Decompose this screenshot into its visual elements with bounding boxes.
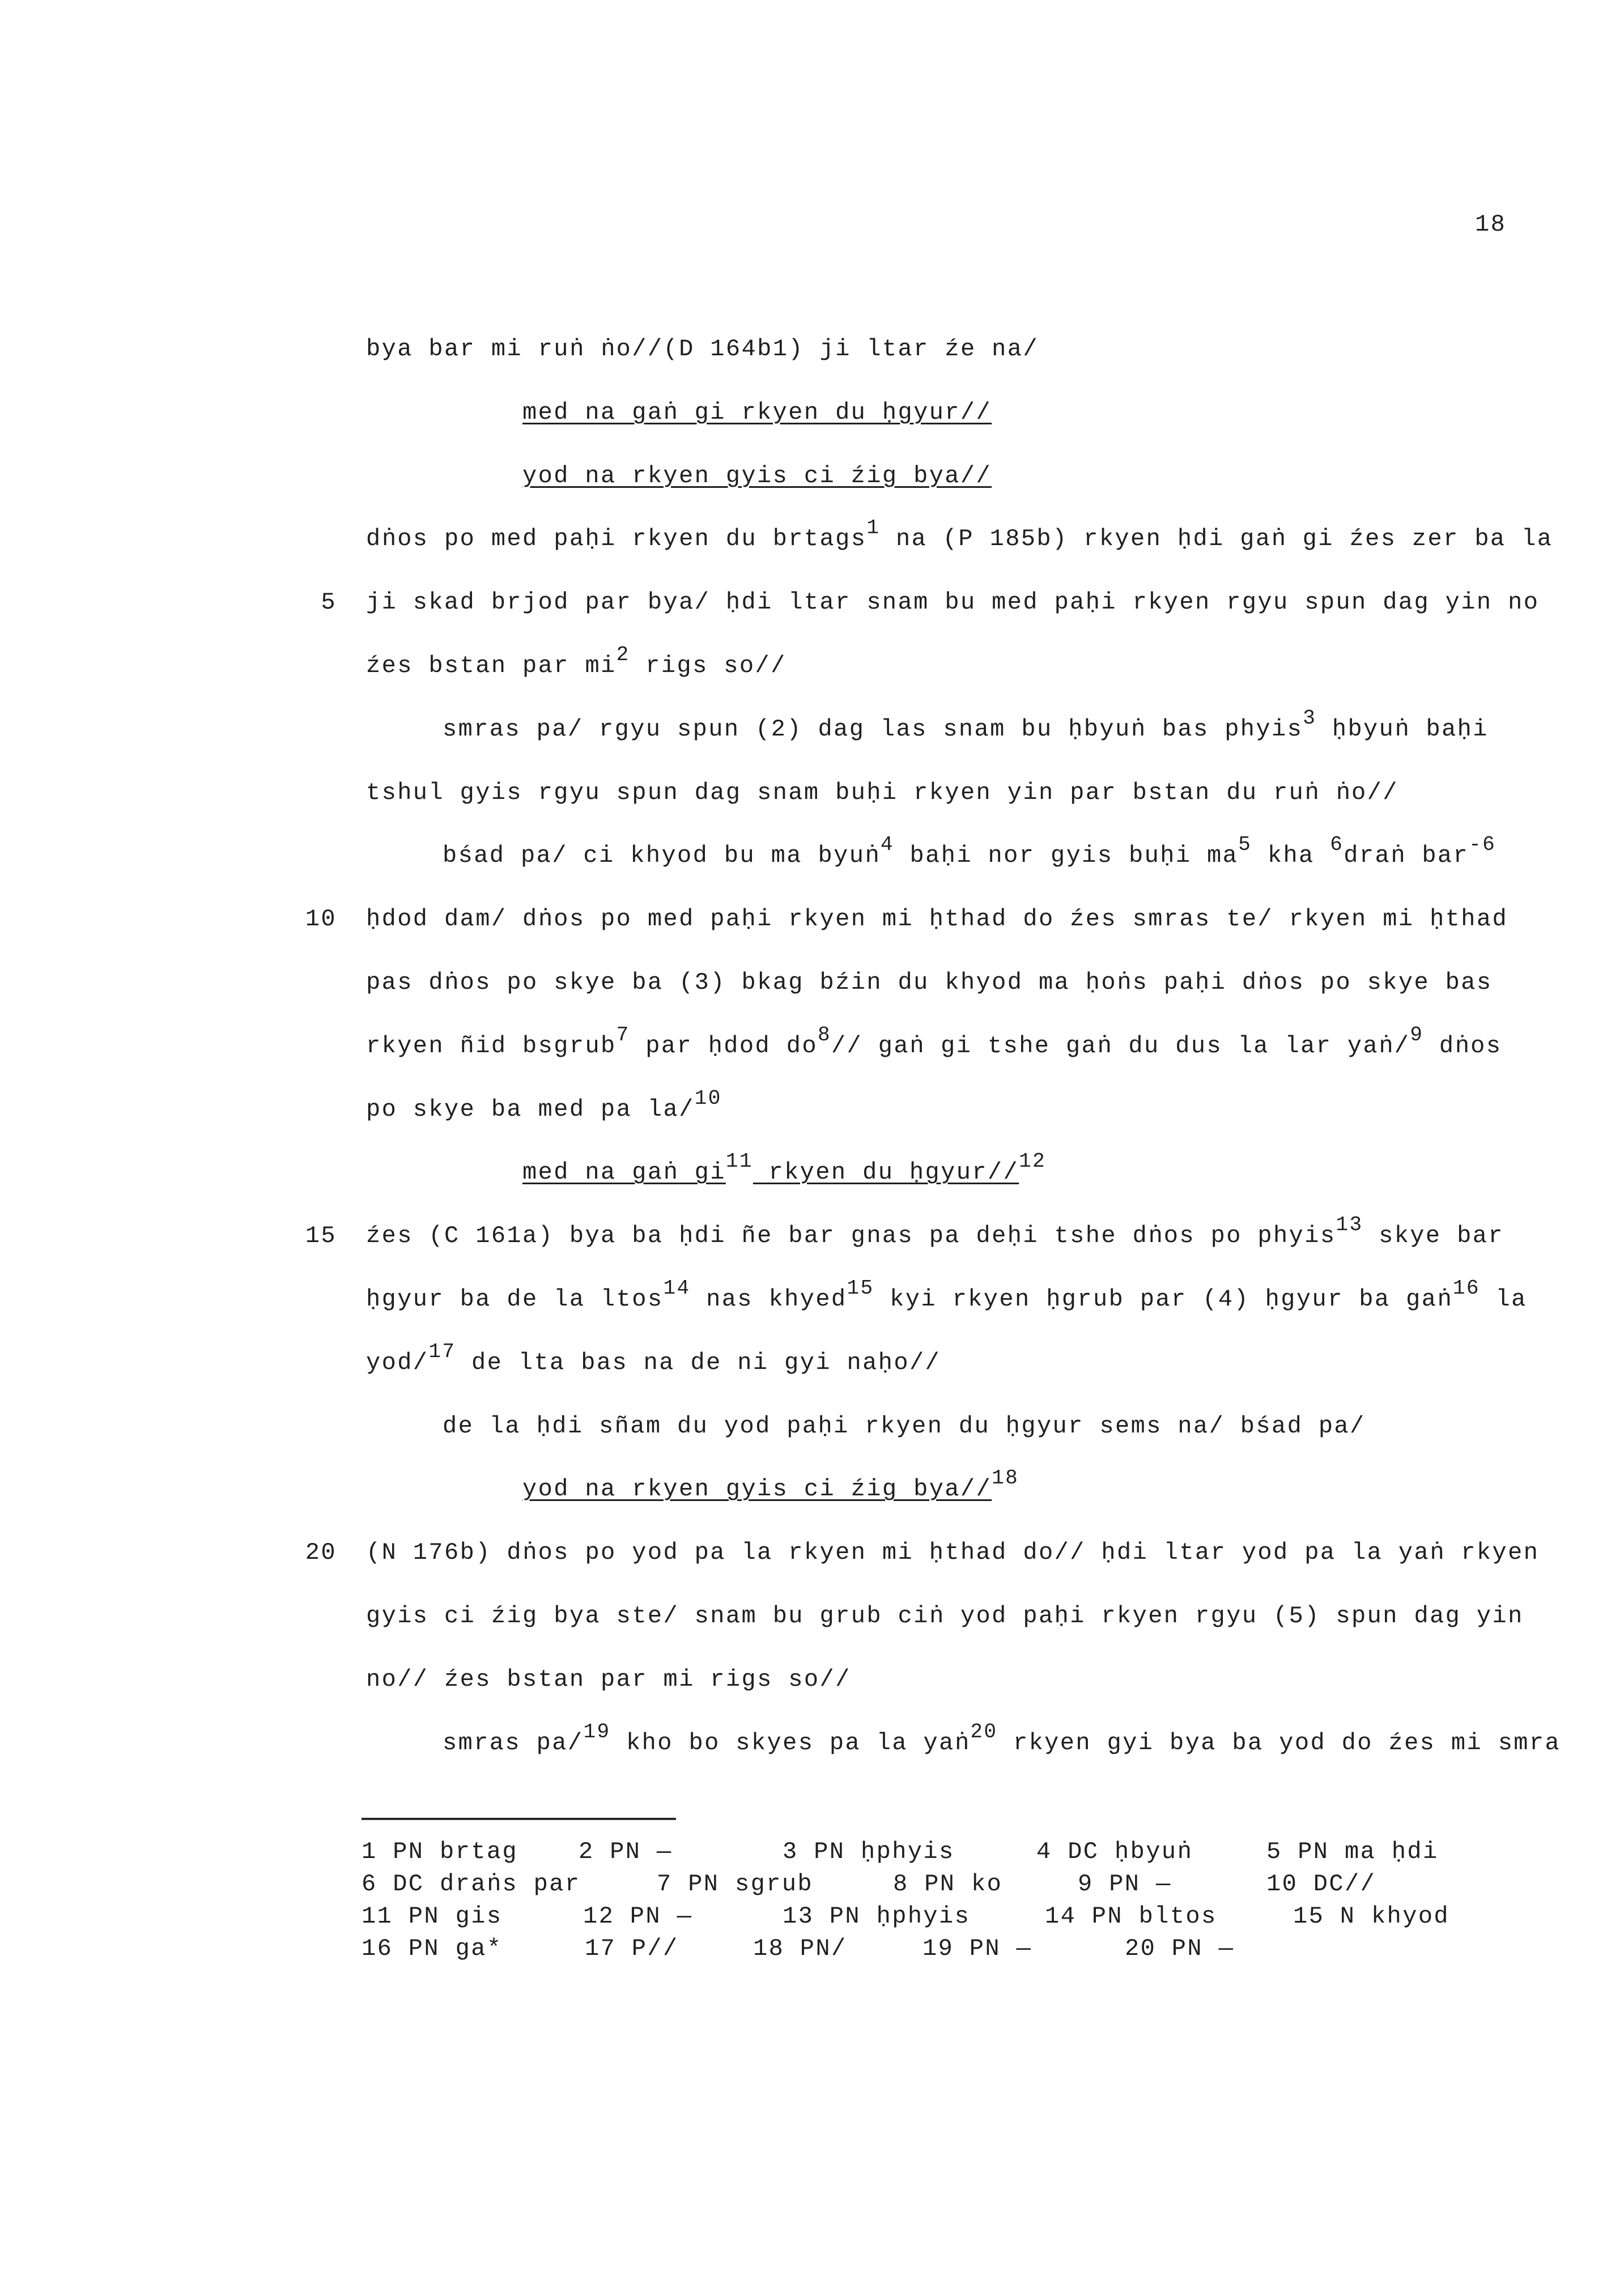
footnote-marker: 16 [1452, 1276, 1480, 1300]
line-text: ḥdod dam/ dṅos po med paḥi rkyen mi ḥthad do źes smras te/ rkyen mi ḥthad [366, 905, 1508, 933]
line-text: kyi rkyen ḥgrub par (4) ḥgyur ba gaṅ [874, 1285, 1453, 1313]
footnote-marker: 19 [583, 1720, 611, 1744]
footnote-entry: 16 PN ga* [362, 1935, 503, 1962]
text-line [0, 1205, 1624, 1268]
text-line [0, 1585, 1624, 1648]
footnote-row [0, 1836, 1624, 1868]
footnote-marker: 10 [694, 1086, 722, 1110]
verse-text: yod na rkyen gyis ci źig bya// [522, 462, 992, 490]
text-line [0, 1078, 1624, 1142]
text-line [0, 824, 1624, 888]
line-text: smras pa/ rgyu spun (2) dag las snam bu ḥbyuṅ bas phyis [443, 715, 1303, 743]
line-text: po skye ba med pa la/ [366, 1095, 695, 1123]
text-line [0, 762, 1624, 825]
footnote-entry: 2 PN — [579, 1838, 673, 1865]
line-text: dṅos [1423, 1032, 1502, 1060]
footnote-marker: 13 [1336, 1213, 1363, 1237]
text-line [0, 888, 1624, 951]
footnote-entry: 7 PN sgrub [657, 1870, 814, 1898]
text-line [0, 951, 1624, 1015]
verse-text: med na gaṅ gi [522, 1159, 726, 1187]
verse-text: yod na rkyen gyis ci źig bya// [522, 1476, 992, 1503]
footnote-marker: 1 [866, 516, 881, 540]
footnote-marker: 14 [663, 1276, 691, 1300]
footnote-entry: 17 P// [585, 1935, 679, 1962]
line-text: dṅos po med paḥi rkyen du brtags [366, 525, 867, 553]
line-text: kho bo skyes pa la yaṅ [610, 1729, 971, 1757]
verse-text: med na gaṅ gi rkyen du ḥgyur// [522, 398, 992, 426]
line-text: no// źes bstan par mi rigs so// [366, 1665, 851, 1693]
footnote-entry: 6 DC draṅs par [362, 1870, 581, 1898]
footnote-entry: 13 PN ḥphyis [783, 1903, 971, 1930]
line-text: // gaṅ gi tshe gaṅ du dus la lar yaṅ/ [831, 1032, 1410, 1060]
footnote-entry: 9 PN — [1078, 1870, 1172, 1898]
text-line [0, 1712, 1624, 1775]
footnote-marker: 11 [725, 1150, 753, 1173]
footnote-row [0, 1868, 1624, 1900]
text-line [0, 318, 1624, 381]
footnote-entry: 1 PN brtag [362, 1838, 518, 1865]
footnote-marker: 8 [817, 1023, 831, 1047]
line-number: 15 [305, 1222, 337, 1250]
footnote-entry: 4 DC ḥbyuṅ [1036, 1838, 1193, 1865]
text-line [0, 698, 1624, 762]
footnote-entry: 14 PN bltos [1045, 1903, 1217, 1930]
footnote-entry: 5 PN ma ḥdi [1266, 1838, 1439, 1865]
line-text: rigs so// [630, 652, 787, 679]
verse-line [0, 381, 1624, 445]
line-text: yod/ [366, 1349, 429, 1376]
text-line [0, 571, 1624, 635]
line-text: kha [1252, 842, 1330, 870]
footnote-marker: 5 [1238, 833, 1252, 857]
line-text: baḥi nor gyis buḥi ma [894, 842, 1239, 870]
line-text: ḥbyuṅ baḥi [1316, 715, 1489, 743]
line-text: nas khyed [690, 1285, 847, 1313]
verse-line [0, 445, 1624, 508]
footnote-marker: 18 [992, 1466, 1019, 1490]
main-text [0, 318, 1624, 1775]
footnote-marker: 17 [428, 1340, 456, 1363]
text-line [0, 1268, 1624, 1332]
footnote-marker: -6 [1469, 833, 1497, 857]
footnote-row [0, 1900, 1624, 1933]
footnote-entry: 19 PN — [922, 1935, 1032, 1962]
line-text: la [1480, 1285, 1527, 1313]
line-text: rkyen gyi bya ba yod do źes mi smra [997, 1729, 1561, 1757]
footnote-marker: 2 [616, 643, 630, 666]
line-number: 5 [321, 589, 337, 616]
footnote-rule [362, 1818, 676, 1820]
footnote-entry: 20 PN — [1125, 1935, 1235, 1962]
footnote-marker: 7 [616, 1023, 630, 1047]
line-text: ji skad brjod par bya/ ḥdi ltar snam bu med paḥi rkyen rgyu spun dag yin no [366, 589, 1540, 616]
page-number: 18 [1475, 211, 1507, 238]
line-text: gyis ci źig bya ste/ snam bu grub ciṅ yod paḥi rkyen rgyu (5) spun dag yin [366, 1602, 1524, 1630]
line-number: 10 [305, 905, 337, 933]
line-text: de lta bas na de ni gyi naḥo// [456, 1349, 941, 1376]
line-text: bśad pa/ ci khyod bu ma byuṅ [443, 842, 881, 870]
footnote-marker: 3 [1303, 706, 1317, 730]
line-text: smras pa/ [443, 1729, 584, 1757]
footnote-marker: 20 [970, 1720, 998, 1744]
line-text: tshul gyis rgyu spun dag snam buḥi rkyen yin par bstan du ruṅ ṅo// [366, 779, 1398, 806]
line-text: pas dṅos po skye ba (3) bkag bźin du khyod ma ḥoṅs paḥi dṅos po skye bas [366, 968, 1493, 996]
line-text: skye bar [1363, 1222, 1504, 1250]
footnote-entry: 3 PN ḥphyis [783, 1838, 955, 1865]
line-text: źes bstan par mi [366, 652, 617, 679]
text-line [0, 1332, 1624, 1395]
footnotes [0, 1836, 1624, 1965]
footnote-marker: 12 [1019, 1150, 1047, 1173]
line-text: (N 176b) dṅos po yod pa la rkyen mi ḥthad do// ḥdi ltar yod pa la yaṅ rkyen [366, 1539, 1540, 1567]
line-text: par ḥdod do [630, 1032, 818, 1060]
footnote-marker: 15 [847, 1276, 874, 1300]
line-text: rkyen ñid bsgrub [366, 1032, 617, 1060]
footnote-entry: 8 PN ko [893, 1870, 1003, 1898]
verse-text: rkyen du ḥgyur// [753, 1159, 1019, 1187]
footnote-marker: 6 [1330, 833, 1344, 857]
footnote-entry: 11 PN gis [362, 1903, 503, 1930]
line-text: de la ḥdi sñam du yod paḥi rkyen du ḥgyur sems na/ bśad pa/ [443, 1412, 1366, 1440]
text-line [0, 1521, 1624, 1585]
footnote-entry: 10 DC// [1266, 1870, 1376, 1898]
verse-line [0, 1458, 1624, 1521]
footnote-row [0, 1933, 1624, 1965]
footnote-entry: 15 N khyod [1293, 1903, 1450, 1930]
footnote-entry: 12 PN — [583, 1903, 693, 1930]
line-text: bya bar mi ruṅ ṅo//(D 164b1) ji ltar źe na/ [366, 335, 1039, 363]
verse-line [0, 1141, 1624, 1205]
text-line [0, 1015, 1624, 1078]
footnote-marker: 4 [880, 833, 894, 857]
footnote-entry: 18 PN/ [753, 1935, 847, 1962]
line-text: draṅ bar [1344, 842, 1469, 870]
line-text: ḥgyur ba de la ltos [366, 1285, 664, 1313]
text-line [0, 635, 1624, 698]
line-number: 20 [305, 1539, 337, 1567]
line-text: na (P 185b) rkyen ḥdi gaṅ gi źes zer ba la [880, 525, 1553, 553]
text-line [0, 1395, 1624, 1459]
text-line [0, 1648, 1624, 1712]
text-line [0, 508, 1624, 571]
footnote-marker: 9 [1410, 1023, 1424, 1047]
line-text: źes (C 161a) bya ba ḥdi ñe bar gnas pa deḥi tshe dṅos po phyis [366, 1222, 1336, 1250]
